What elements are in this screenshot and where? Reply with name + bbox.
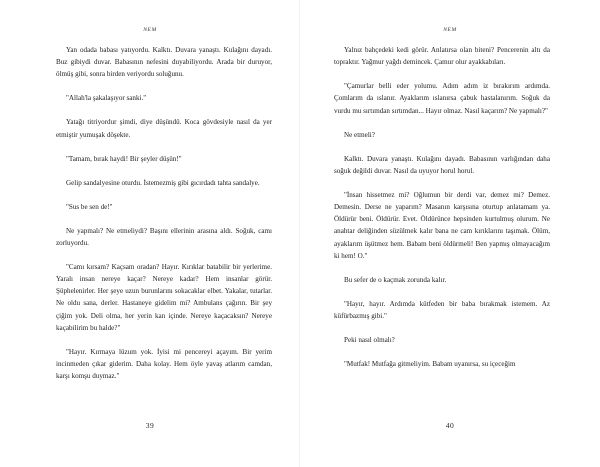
paragraph: "Mutfak! Mutfağa gitmeliyim. Babam uyanırsa, su içeceğim: [344, 360, 516, 369]
paragraph: "Hayır. Kırmaya lüzum yok. İyisi mi pencereyi açayım. Bir yerim incinmeden çıkar giderim. Daha kolay. Hem öyle yavaş atlarım camdan, karşı komşu duymaz.": [56, 347, 272, 381]
paragraph: Ne etmeli?: [344, 130, 375, 139]
paragraph: Bu sefer de o kaçmak zorunda kalır.: [344, 275, 447, 284]
paragraph: Kalktı. Duvara yanaştı. Kulağını dayadı. Babasının varlığından daha soğuk değildi duvar. Nasıl da uyuyor horul horul.: [334, 154, 550, 175]
paragraph: "Sus be sen de!": [66, 202, 113, 211]
paragraph: Yan odada babası yatıyordu. Kalktı. Duvara yanaştı. Kulağını dayadı. Buz gibiydi duvar. Babasının nefesini duyabiliyordu. Arada bir duruyor, ölmüş gibi, sonra birden veriyordu soluğunu.: [56, 46, 272, 79]
paragraph: "Tamam, bırak haydi! Bir şeyler düşün!": [66, 154, 182, 163]
paragraph: Yalnız bahçedeki kedi görür. Anlatırsa olan biteni? Pencerenin altı da topraktır. Yağmur yağdı demincek. Çamur olur ayakkabıları.: [334, 46, 550, 67]
paragraph: "Allah'la şakalaşıyor sanki.": [66, 94, 147, 103]
right-page: [300, 0, 600, 467]
paragraph: "Çamurlar belli eder yolumu. Adım adım iz bırakırım ardımda. Çomlarım da ıslanır. Ayaklarım ıslanırsa çabuk hastalanırım. Soğuk da vurdu mu sırtımdan sırtımdan... Hayır olmaz. Nasıl kaçarım? Ne yapmalı?": [334, 82, 550, 115]
running-head-right: NEM: [443, 27, 457, 33]
left-page-body: [56, 44, 272, 394]
paragraph: "Hayır, hayır. Ardımda kütfeden bir baba bırakmak istemem. Az küfürbazmış gibi.": [334, 299, 550, 321]
paragraph: Ne yapmalı? Ne etmeliydi? Başını ellerinin arasına aldı. Soğuk, camı zorluyordu.: [56, 226, 272, 247]
running-head-left: NEM: [143, 27, 157, 33]
paragraph: "Camı kırsam? Kaçsam oradan? Hayır. Kırıklar batabilir bir yerlerime. Yaralı insan nereye kaçar? Nereye kadar? Hem insanlar görür. Şüphelenirler. Her şeye uzun burunlarını sokacaklar elbet. Yakalar, tutarlar. Ne oldu sana, derler. Hastaneye gidelim mi? Ambulans çağırın. Bir şey çiğim yok. Deli olma, her yerin kan içinde. Nereye kaçacaksın? Nereye kaçabilirim bu halde?": [56, 262, 272, 332]
page-number-right: 40: [445, 421, 455, 430]
right-page-body: [334, 44, 550, 382]
paragraph: Peki nasıl olmalı?: [344, 336, 395, 345]
paragraph: "İnsan hissetmez mi? Oğlumun bir derdi var, demez mi? Demez. Demesin. Derse ne yaparım? Masanın karşısına oturtup anlatamam ya. Öldürür beni. Öldürür. Evet. Öldürünce hepsinden kurtulmuş olurum. Ne anahtar deliğinden süzülmek kalır bana ne cam kırıklarını taşımak. Ölüm, ayaklarım üşütmez hem. Babam beni öldürmeli! Ben yapmış olmayacağım ki hem! O.": [334, 190, 550, 260]
paragraph: Gelip sandalyesine oturdu. İstemezmiş gibi gıcırdadı tahta sandalye.: [66, 178, 260, 187]
paragraph: Yatağı titriyordur şimdi, diye düşündü. Koca gövdesiyle nasıl da yer etmiştir yumuşak döşekte.: [56, 118, 272, 139]
page-number-left: 39: [145, 421, 155, 430]
